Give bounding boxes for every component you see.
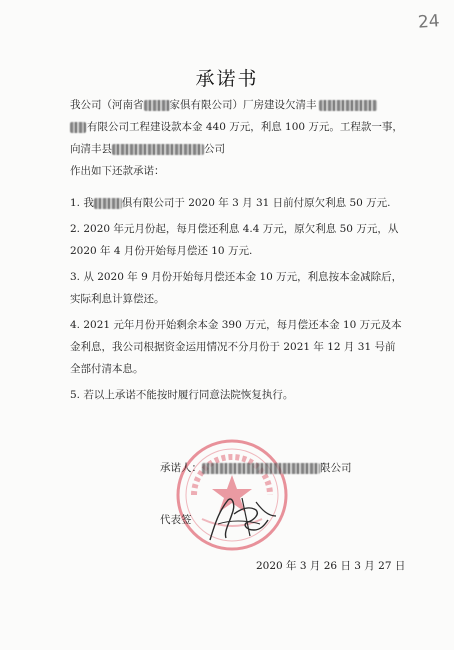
handwritten-signature [198, 480, 288, 550]
intro-line-3: 向清丰县 公司 [70, 143, 225, 155]
intro-line-4: 作出如下还款承诺： [70, 165, 165, 177]
document-title: 承诺书 [195, 68, 259, 90]
commitment-item-4-cont2: 全部付清本息。 [70, 363, 144, 375]
intro-line-2: 有限公司工程建设款本金 440 万元，利息 100 万元。工程款一事， [70, 116, 390, 138]
commitment-item-2: 2. 2020 年元月份起，每月偿还利息 4.4 万元，原欠利息 50 万元，从 [70, 223, 399, 235]
commitment-item-3: 3. 从 2020 年 9 月份开始每月偿还本金 10 万元，利息按本金减除后， [70, 271, 403, 283]
redaction-mark [112, 144, 204, 155]
commitment-list [70, 192, 403, 406]
redaction-mark [202, 463, 320, 474]
commitment-item-1: 1. 我 俱有限公司于 2020 年 3 月 31 日前付原欠利息 50 万元. [70, 197, 391, 209]
commitment-item-4-cont: 金利息，我公司根据资金运用情况不分月份于 2021 年 12 月 31 号前 [70, 341, 396, 353]
commitment-item-2-cont: 2020 年 4 月份开始每月偿还 10 万元. [70, 245, 253, 257]
commitment-item-4: 4. 2021 元年月份开始剩余本金 390 万元，每月偿还本金 10 万元及本 [70, 319, 402, 331]
commitment-item-5: 5. 若以上承诺不能按时履行同意法院恢复执行。 [70, 389, 294, 401]
document-date: 2020 年 3 月 26 日 3 月 27 日 [256, 560, 406, 572]
redaction-mark [144, 100, 170, 111]
representative-line: 代表签 [160, 514, 192, 526]
signatory-line: 承诺人： 限公司 [160, 462, 352, 474]
intro-line-1: 我公司（河南省 家俱有限公司）厂房建设欠清丰 [70, 94, 390, 116]
redaction-mark [319, 100, 377, 111]
commitment-item-3-cont: 实际利息计算偿还。 [70, 293, 165, 305]
redaction-mark [70, 122, 86, 133]
page-number: 24 [417, 11, 441, 33]
redaction-mark [94, 198, 122, 209]
intro-paragraph [70, 94, 403, 182]
